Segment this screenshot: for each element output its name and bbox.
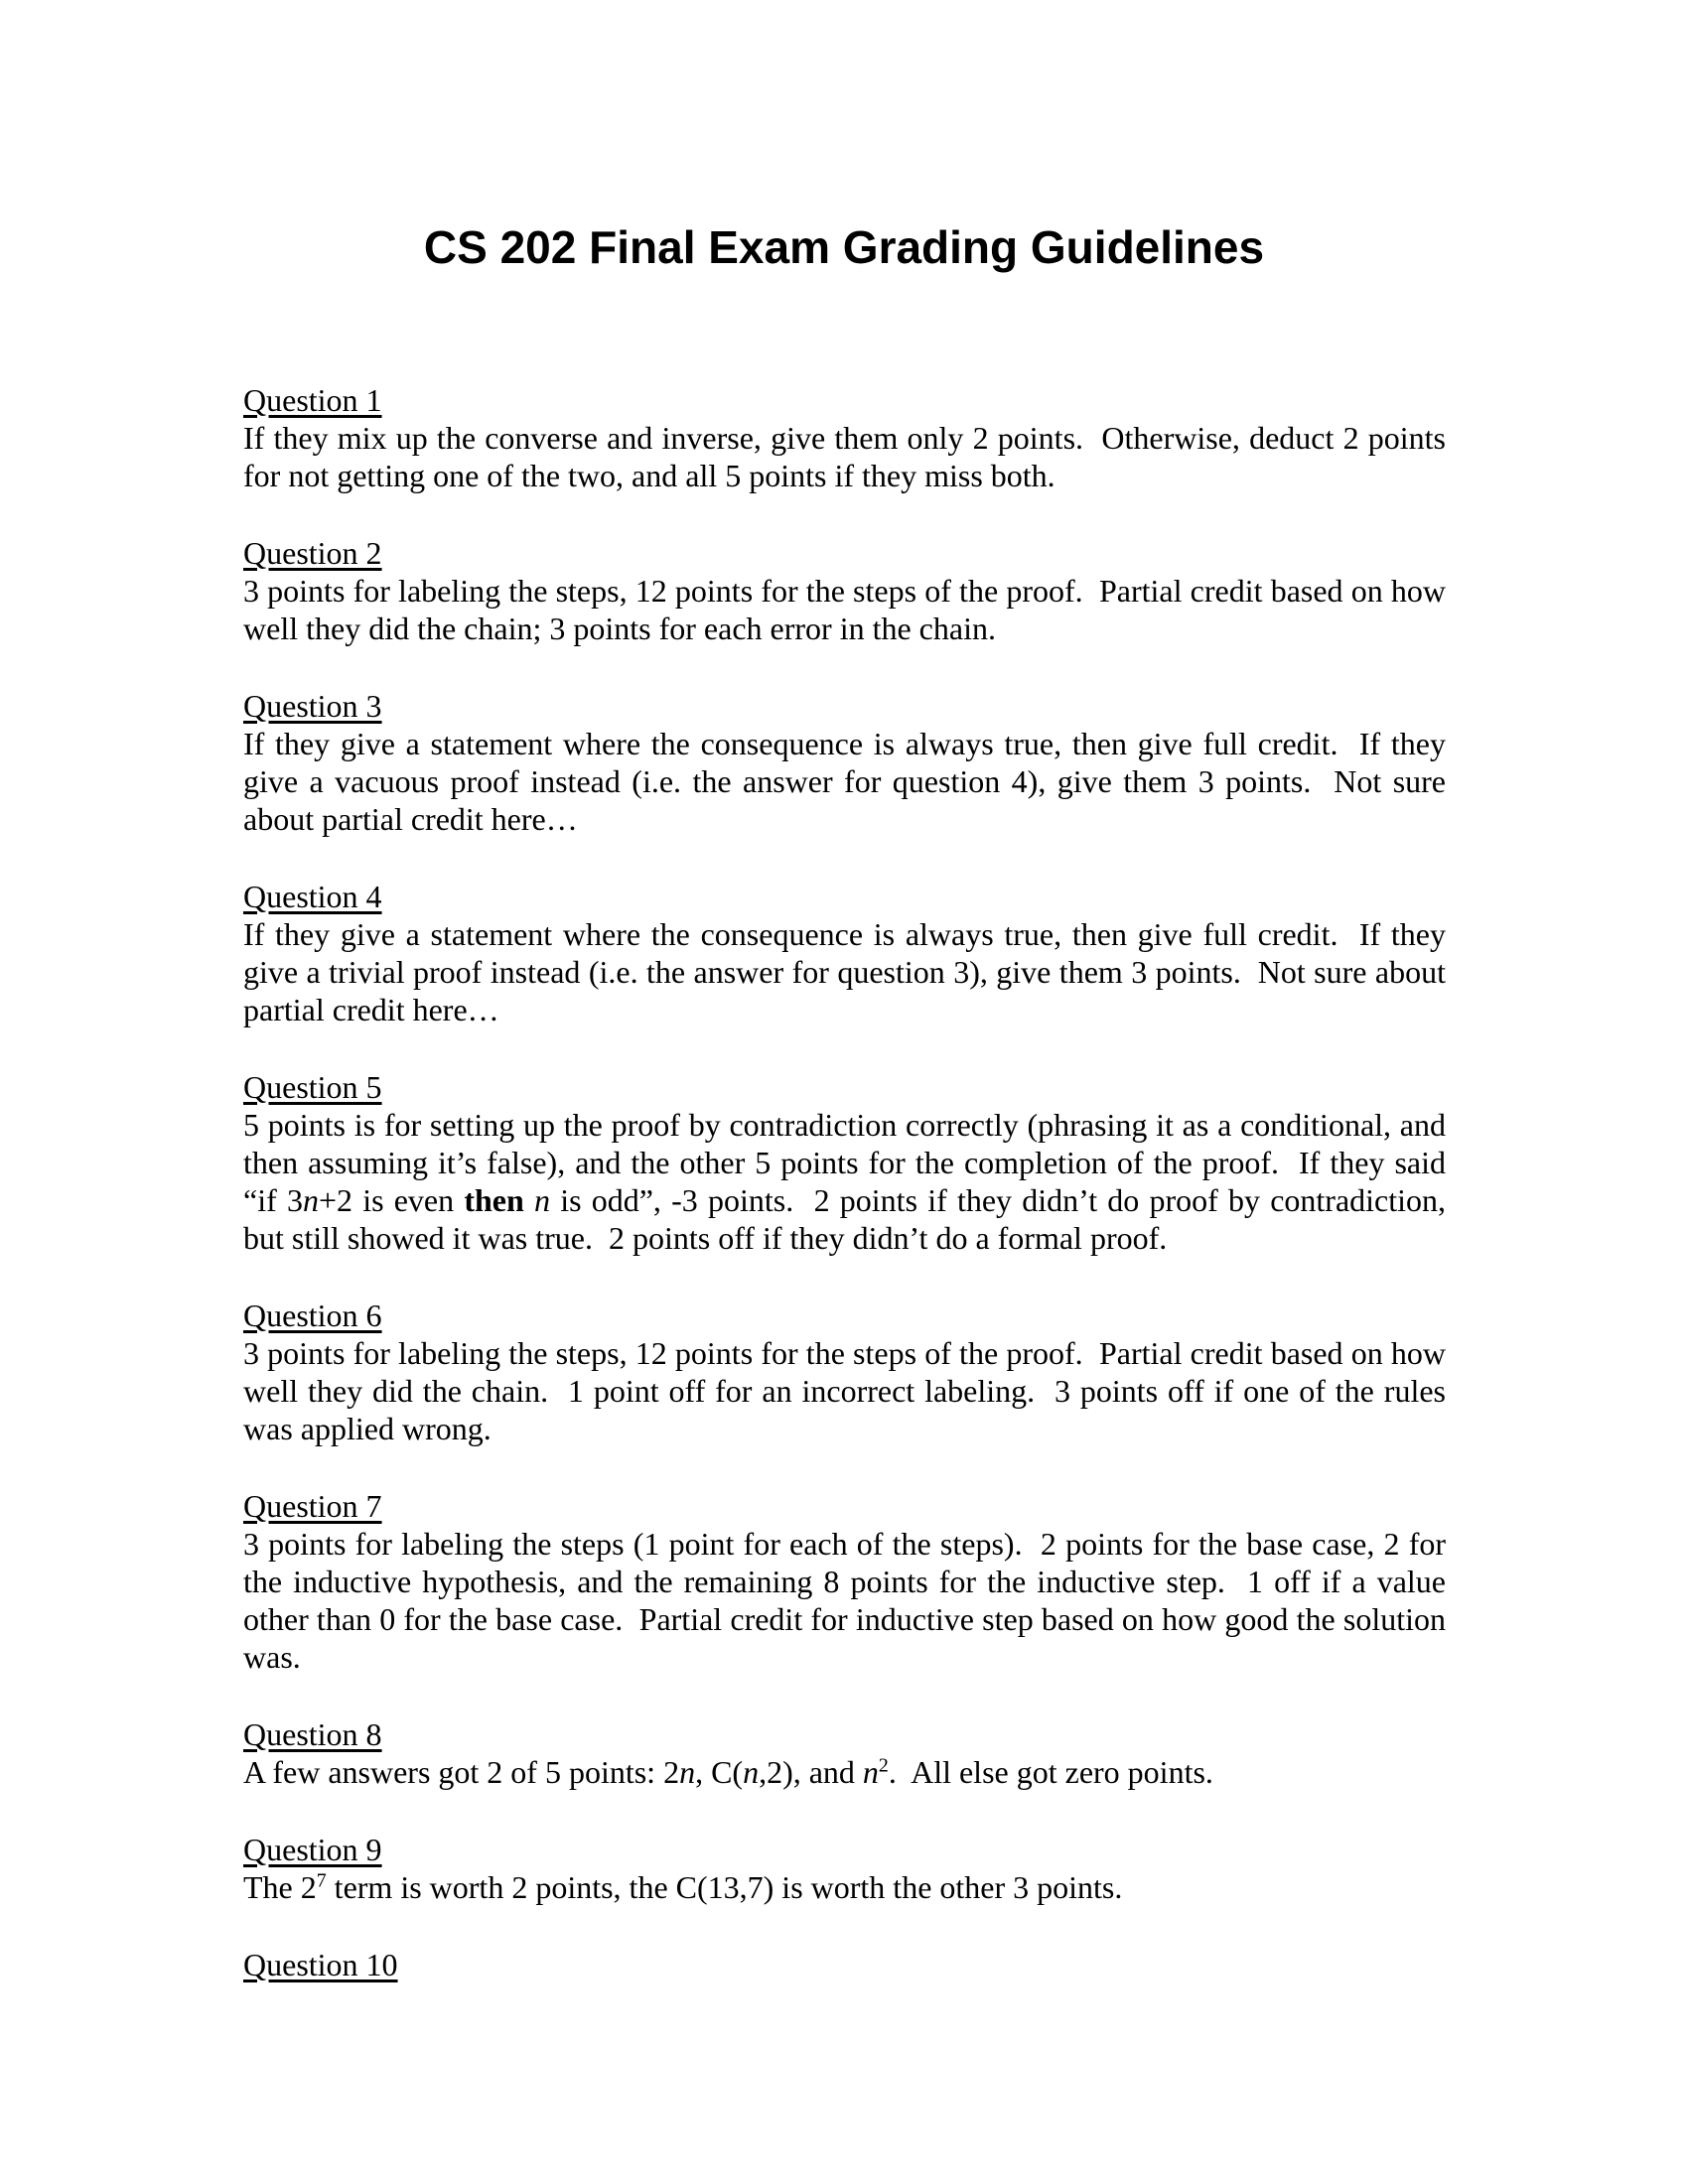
question-section-2 [243,534,1454,647]
text-segment [524,1182,534,1218]
text-segment: +2 is even [318,1182,465,1218]
question-section-6 [243,1297,1454,1447]
text-segment: is odd”, -3 points. 2 points if they didn’t do proof by contradiction, but still showed it was true. 2 points off if they didn’t do a formal proof. [243,1182,1455,1256]
question-body-2 [243,572,1454,647]
question-section-10 [243,1946,1446,1983]
text-segment: n [679,1754,696,1790]
question-body-4 [243,915,1454,1028]
text-segment: 7 [316,1869,327,1892]
text-segment: , C( [695,1754,744,1790]
question-heading-5: Question 5 [243,1069,382,1105]
question-section-4 [243,878,1454,1028]
question-heading-2: Question 2 [243,535,382,571]
text-segment: A few answers got 2 of 5 points: 2 [243,1754,680,1790]
question-body-7 [243,1525,1454,1676]
question-heading-4: Question 4 [243,879,382,914]
question-heading-3: Question 3 [243,688,382,724]
question-body-1 [243,419,1454,494]
text-segment: ,2), and [759,1754,863,1790]
question-heading-8: Question 8 [243,1716,382,1752]
question-section-1 [243,381,1454,494]
question-heading-10: Question 10 [243,1947,398,1982]
text-segment: term is worth 2 points, the C(13,7) is worth the other 3 points. [326,1869,1123,1905]
page-title: CS 202 Final Exam Grading Guidelines [423,221,1265,273]
text-segment: n [302,1182,319,1218]
question-section-9 [243,1831,1446,1906]
question-heading-7: Question 7 [243,1488,382,1524]
text-segment: If they mix up the converse and inverse, give them only 2 points. Otherwise, deduct 2 points for not getting one of the two, and all 5 points if they miss both. [243,420,1454,493]
text-segment: If they give a statement where the consequence is always true, then give full credit. If they give a vacuous proof instead (i.e. the answer for question 4), give them 3 points. Not sure about partial credit here… [243,726,1454,837]
question-heading-1: Question 1 [243,382,382,418]
question-section-8 [243,1715,1446,1791]
question-body-5 [243,1106,1455,1257]
text-segment: n [534,1182,550,1218]
text-segment: n [743,1754,760,1790]
text-segment: n [862,1754,879,1790]
question-body-6 [243,1334,1454,1447]
text-segment: 3 points for labeling the steps, 12 points for the steps of the proof. Partial credit based on how well they did the chain. 1 point off for an incorrect labeling. 3 points off if one of the rules was applied wrong. [243,1335,1454,1446]
text-segment: 2 [878,1754,889,1777]
text-segment: then [464,1182,524,1218]
text-segment: 3 points for labeling the steps (1 point for each of the steps). 2 points for the base case, 2 for the inductive hypothesis, and the remaining 8 points for the inductive step. 1 off if a value other than 0 for the base case. Partial credit for inductive step based on how good the solution was. [243,1526,1454,1675]
question-heading-6: Question 6 [243,1297,382,1333]
text-segment: 3 points for labeling the steps, 12 points for the steps of the proof. Partial credit based on how well they did the chain; 3 points for each error in the chain. [243,573,1454,646]
text-segment: The 2 [243,1869,317,1905]
text-segment: . All else got zero points. [888,1754,1213,1790]
question-body-3 [243,725,1454,838]
question-section-5 [243,1068,1455,1257]
question-body-8 [243,1753,1446,1791]
text-segment: 5 points is for setting up the proof by contradiction correctly (phrasing it as a conditional, and then assuming it’s false), and the other 5 points for the completion of the proof. If they said “if 3 [243,1107,1454,1218]
text-segment: If they give a statement where the consequence is always true, then give full credit. If they give a trivial proof instead (i.e. the answer for question 3), give them 3 points. Not sure about partial credit here… [243,916,1454,1027]
question-body-9 [243,1868,1446,1906]
question-heading-9: Question 9 [243,1832,382,1867]
question-section-7 [243,1487,1454,1676]
question-section-3 [243,687,1454,838]
questions-container [243,381,1455,2023]
